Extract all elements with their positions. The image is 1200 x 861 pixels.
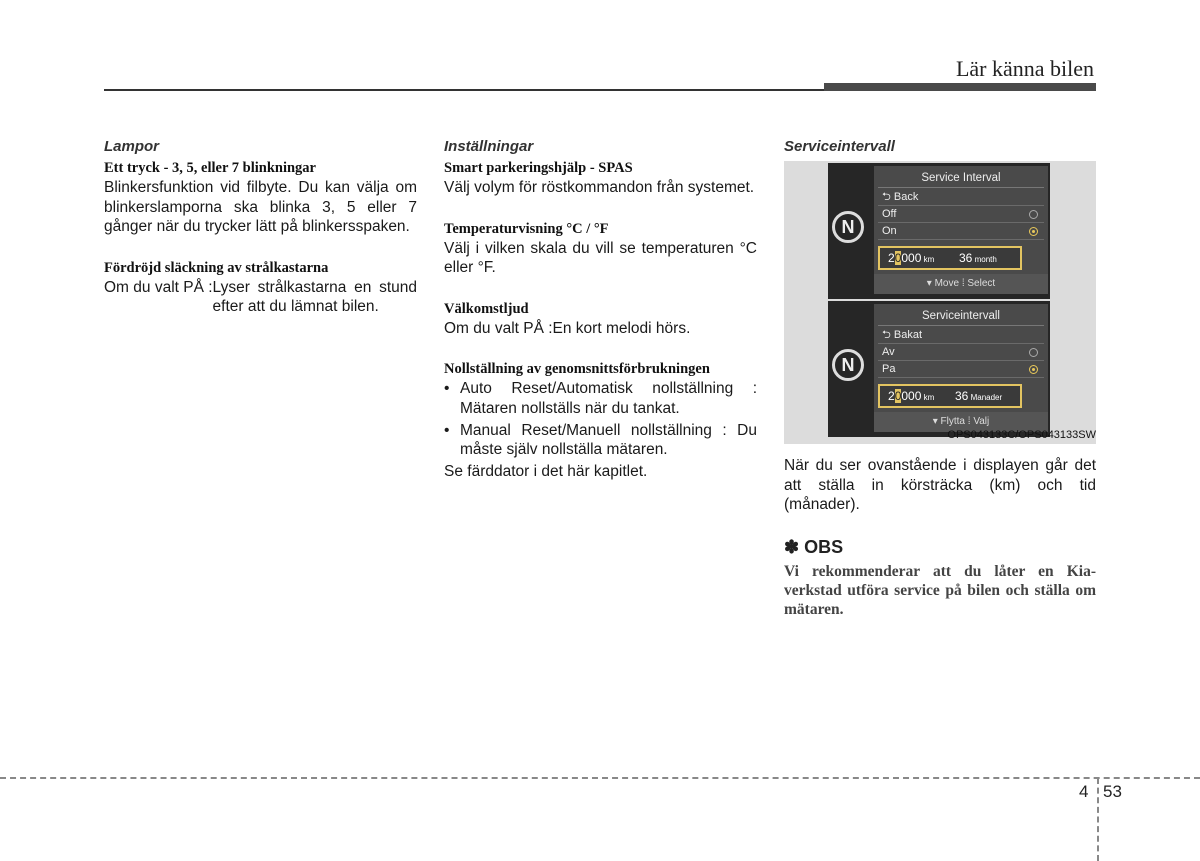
- menu-back: ⮌ Back: [878, 189, 1044, 206]
- note-title: ✽ OBS: [784, 536, 844, 557]
- display-screen-english: [828, 163, 1050, 299]
- menu-option-off: Av: [878, 344, 1044, 361]
- paragraph: Blinkersfunktion vid filbyte. Du kan välja om blinkerslamporna ska blinka 3, 5 eller 7 gånger när du trycker lätt på blinkersspaken.: [104, 179, 417, 236]
- definition-text: Lyser strålkastarna en stund efter att du lämnat bilen.: [212, 278, 417, 316]
- radio-on-icon: [1029, 365, 1038, 374]
- header-rule: [104, 89, 826, 91]
- list-item: • Manual Reset/Manuell nollställning : Du måste själv nollställa mätaren.: [444, 421, 757, 459]
- paragraph: När du ser ovanstående i displayen går det att ställa in körsträcka (km) och tid (månader).: [784, 457, 1096, 514]
- interval-value-box: 20000 km 36 month: [878, 246, 1022, 270]
- subheading: Nollställning av genomsnittsförbrukningen: [444, 361, 710, 378]
- column-installningar: [444, 138, 757, 481]
- display-screen-swedish: [828, 301, 1050, 437]
- footer-rule: [0, 777, 1200, 779]
- paragraph: Se färddator i det här kapitlet.: [444, 462, 648, 480]
- menu-back: ⮌ Bakat: [878, 327, 1044, 344]
- definition-label: Om du valt PÅ :: [444, 319, 553, 337]
- screen-footer: ▾ Flytta ⁞ Valj: [874, 412, 1048, 432]
- subheading: Fördröjd släckning av strålkastarna: [104, 259, 329, 276]
- section-title: Serviceintervall: [784, 138, 895, 155]
- column-lampor: [104, 138, 417, 317]
- radio-off-icon: [1029, 210, 1038, 219]
- page-number-divider: [1097, 778, 1099, 861]
- list-item: • Auto Reset/Automatisk nollställning : Mätaren nollställs när du tankat.: [444, 380, 757, 417]
- section-title: Inställningar: [444, 138, 534, 155]
- header-rule-accent: [824, 83, 1096, 91]
- menu-option-on: Pa: [878, 361, 1044, 378]
- radio-off-icon: [1029, 348, 1038, 357]
- paragraph: Välj volym för röstkommandon från systemet.: [444, 179, 755, 196]
- subheading: Välkomstljud: [444, 300, 529, 317]
- chapter-number: 4: [1079, 782, 1089, 801]
- subheading: Temperaturvisning °C / °F: [444, 220, 609, 237]
- definition-label: Om du valt PÅ :: [104, 278, 213, 296]
- chapter-title: Lär känna bilen: [955, 56, 1094, 81]
- paragraph: Välj i vilken skala du vill se temperaturen °C eller °F.: [444, 239, 757, 277]
- gear-n-icon: N: [832, 211, 864, 243]
- definition-item: [104, 278, 417, 317]
- page-number: 53: [1103, 782, 1122, 801]
- gear-n-icon: N: [832, 349, 864, 381]
- screen-title: Serviceintervall: [878, 306, 1044, 326]
- radio-on-icon: [1029, 227, 1038, 236]
- bullet-list: [444, 379, 757, 459]
- service-display-figure: [784, 161, 1096, 444]
- subheading: Smart parkeringshjälp - SPAS: [444, 160, 633, 176]
- definition-text: En kort melodi hörs.: [552, 319, 691, 337]
- interval-value-box: 20000 km 36 Manader: [878, 384, 1022, 408]
- figure-code: OPS043133C/OPS043133SW: [947, 429, 1096, 441]
- subheading: Ett tryck - 3, 5, eller 7 blinkningar: [104, 160, 316, 176]
- screen-title: Service Interval: [878, 168, 1044, 188]
- menu-option-on: On: [878, 223, 1044, 240]
- menu-option-off: Off: [878, 206, 1044, 223]
- definition-item: [444, 319, 757, 339]
- note-body: Vi rekommenderar att du låter en Kia-verkstad utföra service på bilen och ställa om mätaren.: [784, 562, 1096, 618]
- screen-footer: ▾ Move ⁞ Select: [874, 274, 1048, 294]
- section-title: Lampor: [104, 138, 160, 155]
- column-serviceintervall: [784, 138, 1096, 619]
